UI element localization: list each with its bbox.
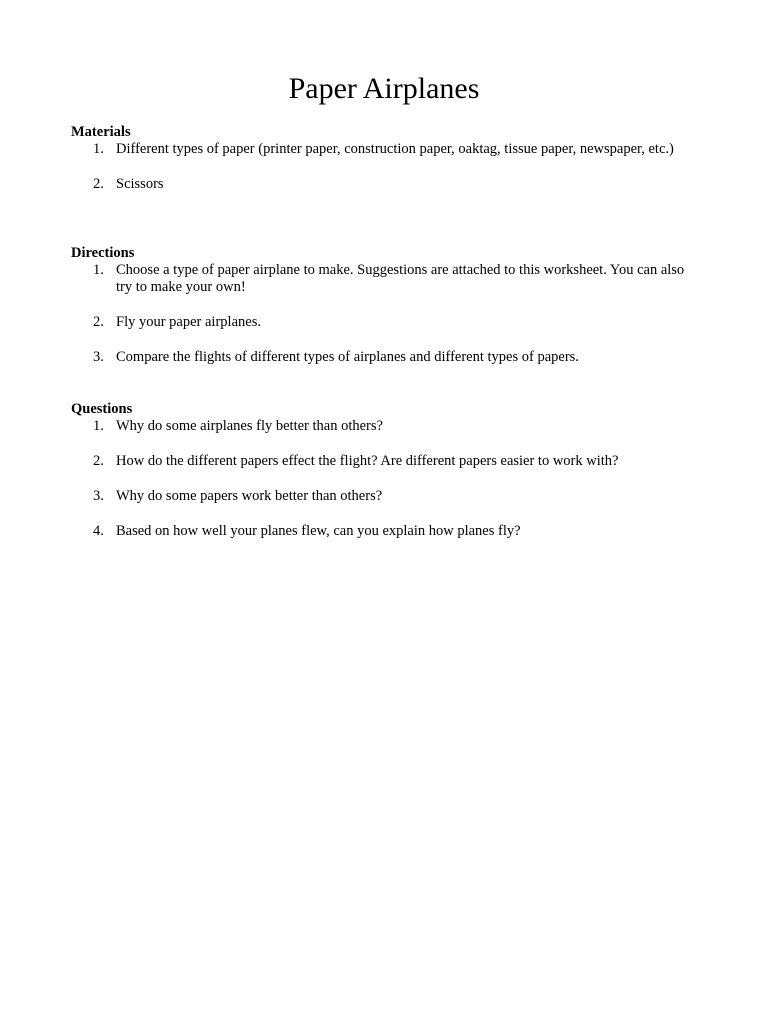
questions-heading: Questions <box>71 401 133 417</box>
page-title: Paper Airplanes <box>288 72 480 105</box>
list-item <box>71 453 701 470</box>
directions-section <box>71 244 701 366</box>
list-item <box>71 349 701 366</box>
list-item <box>71 488 701 505</box>
directions-list <box>71 262 701 366</box>
materials-section <box>71 123 701 193</box>
item-number: 1. <box>93 141 104 157</box>
list-item <box>71 523 701 540</box>
item-number: 1. <box>93 418 104 434</box>
item-text: Compare the flights of different types of airplanes and different types of papers. <box>116 349 579 365</box>
item-number: 1. <box>93 262 104 278</box>
item-number: 3. <box>93 488 104 504</box>
item-number: 4. <box>93 523 104 539</box>
item-number: 3. <box>93 349 104 365</box>
questions-list <box>71 418 701 540</box>
list-item <box>71 418 701 435</box>
item-text: Fly your paper airplanes. <box>116 314 261 330</box>
materials-heading: Materials <box>71 124 131 140</box>
directions-heading: Directions <box>71 245 135 261</box>
list-item <box>71 141 701 158</box>
item-number: 2. <box>93 314 104 330</box>
item-number: 2. <box>93 176 104 192</box>
questions-section <box>71 400 701 540</box>
item-text: Why do some papers work better than others? <box>116 488 383 504</box>
list-item <box>71 262 701 296</box>
item-number: 2. <box>93 453 104 469</box>
list-item <box>71 314 701 331</box>
list-item <box>71 176 701 193</box>
item-text: How do the different papers effect the flight? Are different papers easier to work with? <box>116 453 619 469</box>
item-text: Scissors <box>116 176 164 192</box>
item-text: Different types of paper (printer paper, construction paper, oaktag, tissue paper, newspaper, etc.) <box>116 141 674 157</box>
item-text: Why do some airplanes fly better than others? <box>116 418 383 434</box>
item-text: Choose a type of paper airplane to make. Suggestions are attached to this worksheet. You can also try to make your own! <box>116 262 685 295</box>
materials-list <box>71 141 701 193</box>
item-text: Based on how well your planes flew, can you explain how planes fly? <box>116 523 521 539</box>
